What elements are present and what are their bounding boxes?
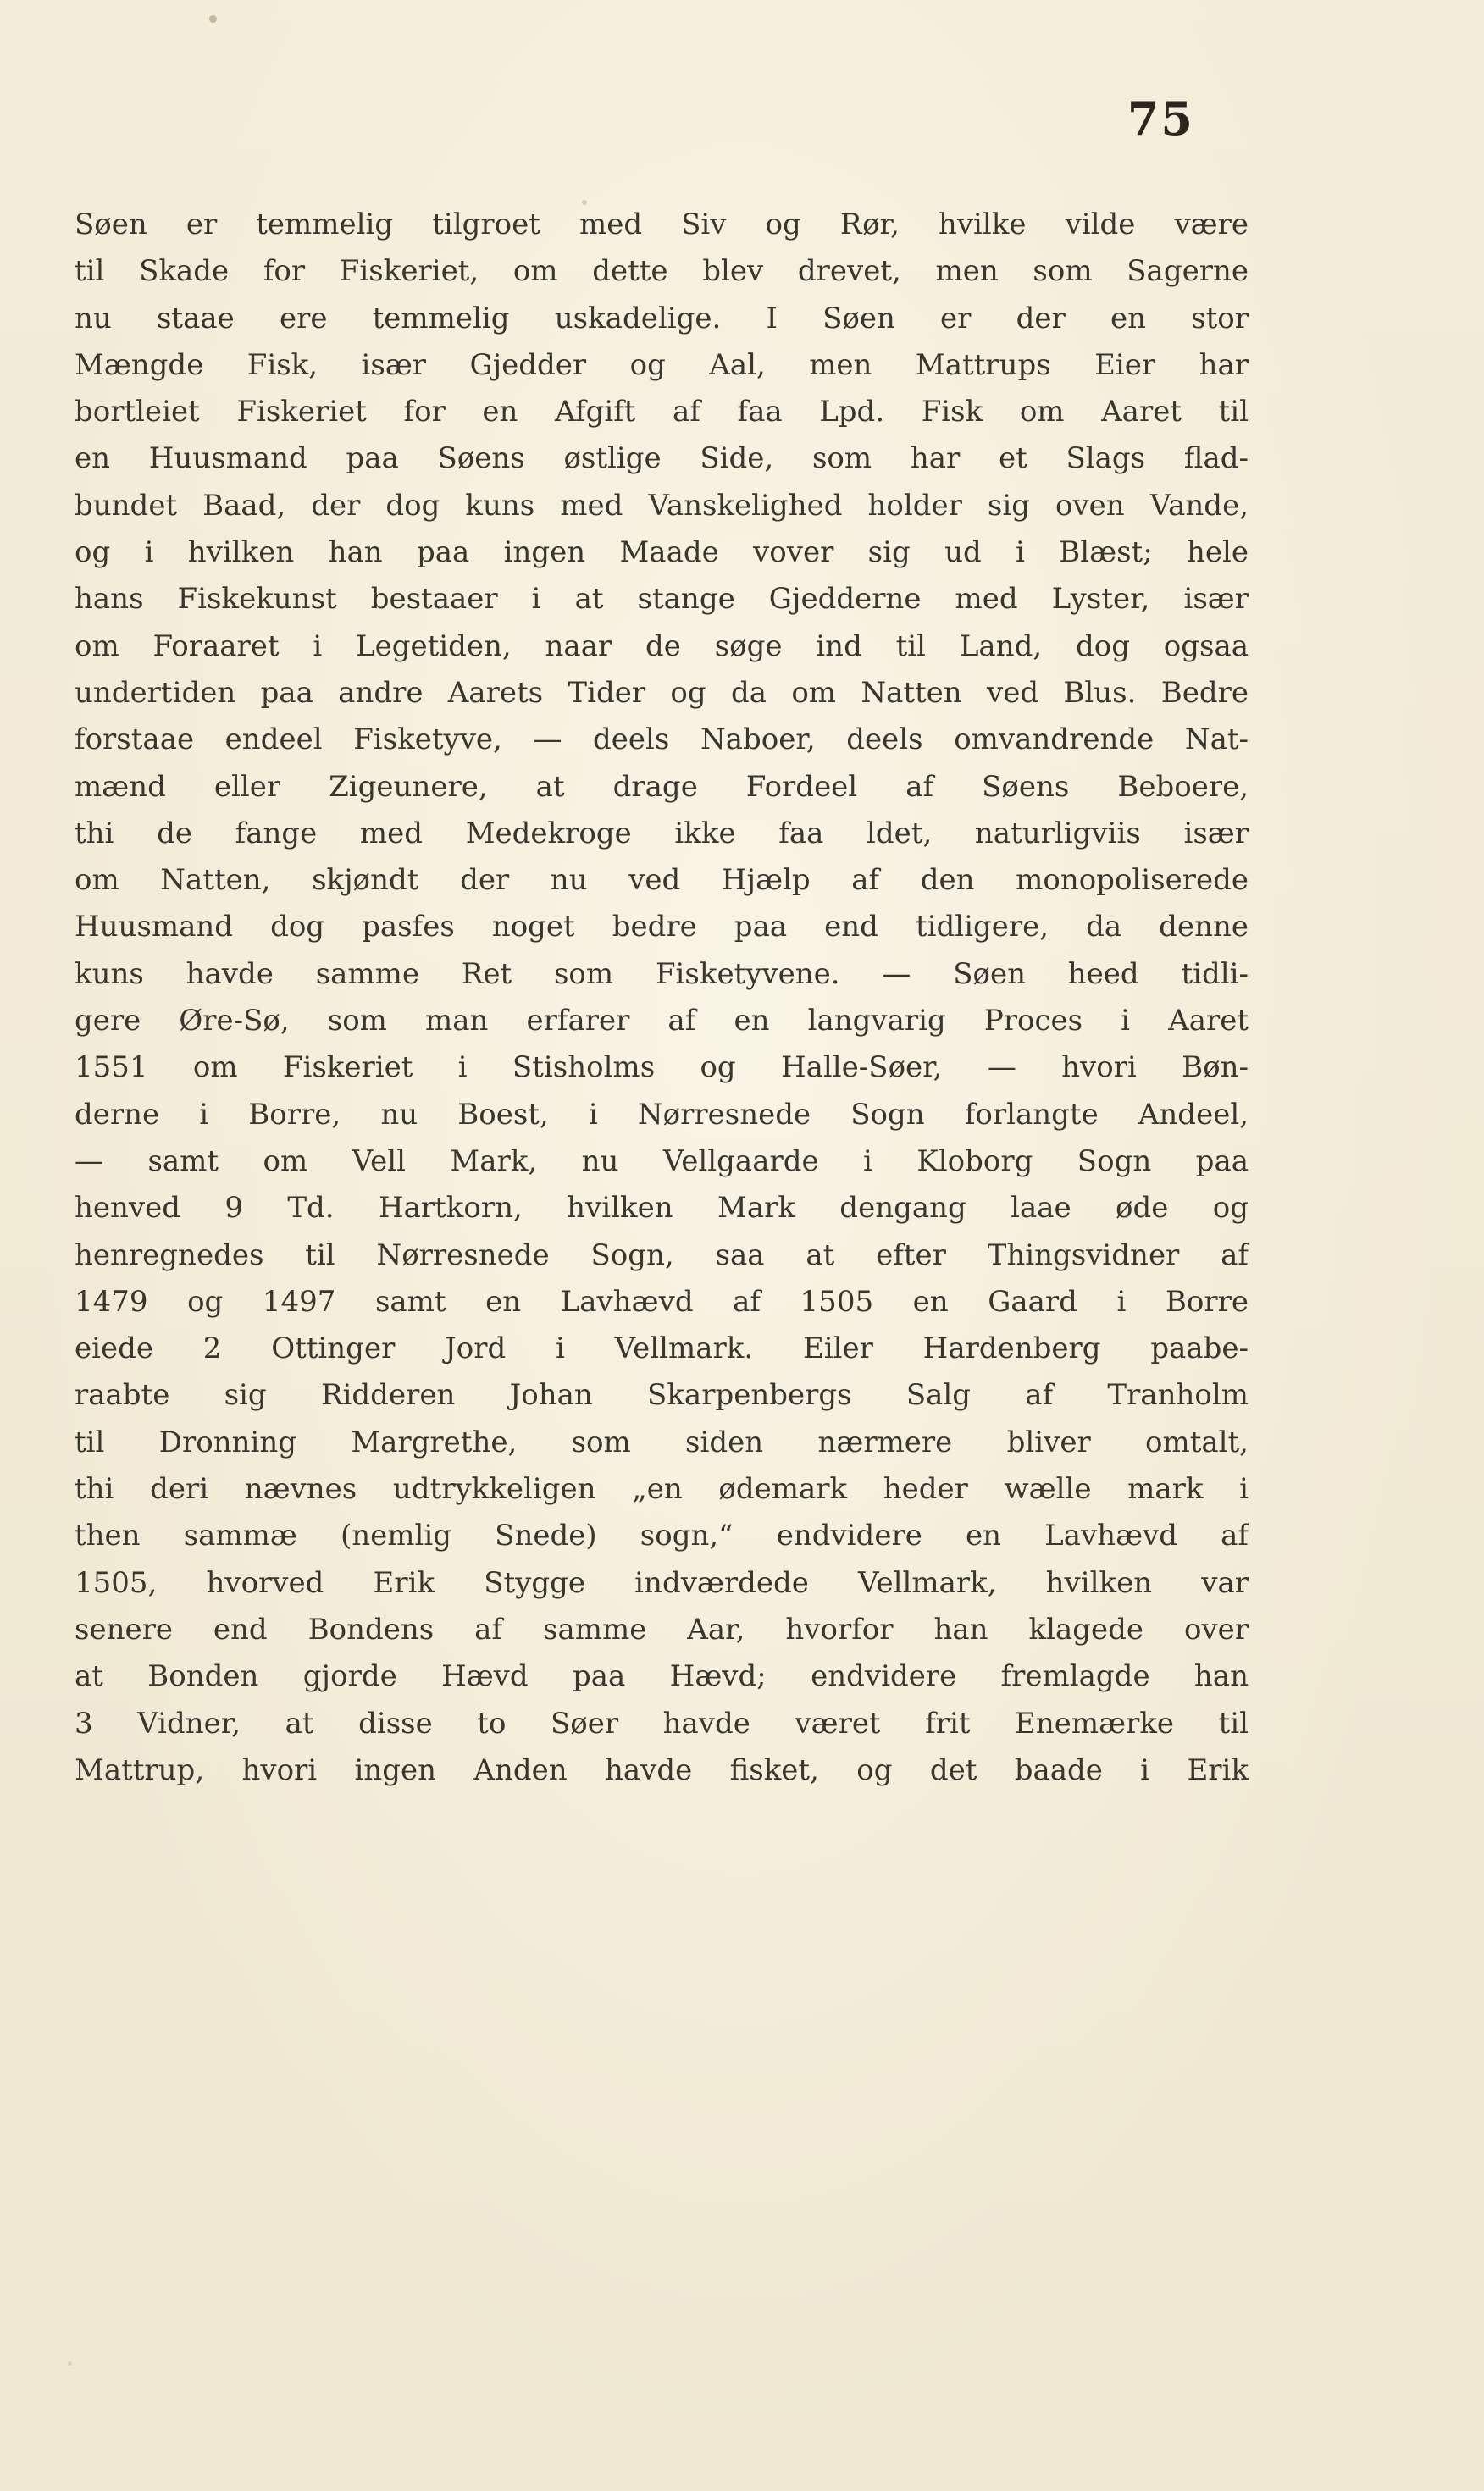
ink-speck [209, 15, 217, 23]
text-line: mænd eller Zigeunere, at drage Fordeel af Søens Beboere, [75, 769, 1249, 804]
text-line: bortleiet Fiskeriet for en Afgift af faa Lpd. Fisk om Aaret til [75, 395, 1249, 429]
text-line: 1551 om Fiskeriet i Stisholms og Halle-Søer, — hvori Bøn- [75, 1050, 1249, 1085]
text-line: om Natten, skjøndt der nu ved Hjælp af den monopoliserede [75, 863, 1249, 898]
text-line: en Huusmand paa Søens østlige Side, som har et Slags flad- [75, 441, 1249, 476]
text-line: undertiden paa andre Aarets Tider og da om Natten ved Blus. Bedre [75, 675, 1249, 710]
text-line: til Skade for Fiskeriet, om dette blev drevet, men som Sagerne [75, 254, 1249, 289]
text-line: then sammæ (nemlig Snede) sogn,“ endvidere en Lavhævd af [75, 1519, 1249, 1553]
text-line: eiede 2 Ottinger Jord i Vellmark. Eiler Hardenberg paabe- [75, 1331, 1249, 1366]
body-text [75, 202, 1249, 1794]
text-line: 1479 og 1497 samt en Lavhævd af 1505 en Gaard i Borre [75, 1284, 1249, 1319]
text-line: henved 9 Td. Hartkorn, hvilken Mark dengang laae øde og [75, 1191, 1249, 1226]
text-line: 1505, hvorved Erik Stygge indværdede Vellmark, hvilken var [75, 1565, 1249, 1600]
text-line: henregnedes til Nørresnede Sogn, saa at efter Thingsvidner af [75, 1237, 1249, 1272]
text-line: Mattrup, hvori ingen Anden havde fisket, og det baade i Erik [75, 1752, 1249, 1787]
ink-speck [68, 2361, 72, 2366]
text-line: nu staae ere temmelig uskadelige. I Søen er der en stor [75, 301, 1249, 335]
text-line: thi de fange med Medekroge ikke faa ldet, naturligviis især [75, 816, 1249, 850]
text-line: til Dronning Margrethe, som siden nærmere bliver omtalt, [75, 1425, 1249, 1459]
text-line: Mængde Fisk, især Gjedder og Aal, men Mattrups Eier har [75, 347, 1249, 382]
text-line: Huusmand dog pasfes noget bedre paa end tidligere, da denne [75, 910, 1249, 944]
text-line: — samt om Vell Mark, nu Vellgaarde i Kloborg Sogn paa [75, 1143, 1249, 1178]
text-line: hans Fiskekunst bestaaer i at stange Gjedderne med Lyster, især [75, 582, 1249, 617]
text-line: senere end Bondens af samme Aar, hvorfor han klagede over [75, 1612, 1249, 1647]
text-line: og i hvilken han paa ingen Maade vover sig ud i Blæst; hele [75, 535, 1249, 570]
text-line: 3 Vidner, at disse to Søer havde været frit Enemærke til [75, 1706, 1249, 1741]
text-line: gere Øre-Sø, som man erfarer af en langvarig Proces i Aaret [75, 1004, 1249, 1038]
text-line: om Foraaret i Legetiden, naar de søge ind til Land, dog ogsaa [75, 628, 1249, 663]
text-line: kuns havde samme Ret som Fisketyvene. — Søen heed tidli- [75, 956, 1249, 991]
text-line: raabte sig Ridderen Johan Skarpenbergs Salg af Tranholm [75, 1378, 1249, 1413]
text-line: forstaae endeel Fisketyve, — deels Naboer, deels omvandrende Nat- [75, 722, 1249, 757]
text-line: at Bonden gjorde Hævd paa Hævd; endvidere fremlagde han [75, 1659, 1249, 1694]
text-line: derne i Borre, nu Boest, i Nørresnede Sogn forlangte Andeel, [75, 1097, 1249, 1132]
text-line: Søen er temmelig tilgroet med Siv og Rør, hvilke vilde være [75, 208, 1249, 241]
text-line: thi deri nævnes udtrykkeligen „en ødemark heder wælle mark i [75, 1472, 1249, 1507]
page-number: 75 [1127, 91, 1194, 146]
text-line: bundet Baad, der dog kuns med Vanskelighed holder sig oven Vande, [75, 488, 1249, 523]
